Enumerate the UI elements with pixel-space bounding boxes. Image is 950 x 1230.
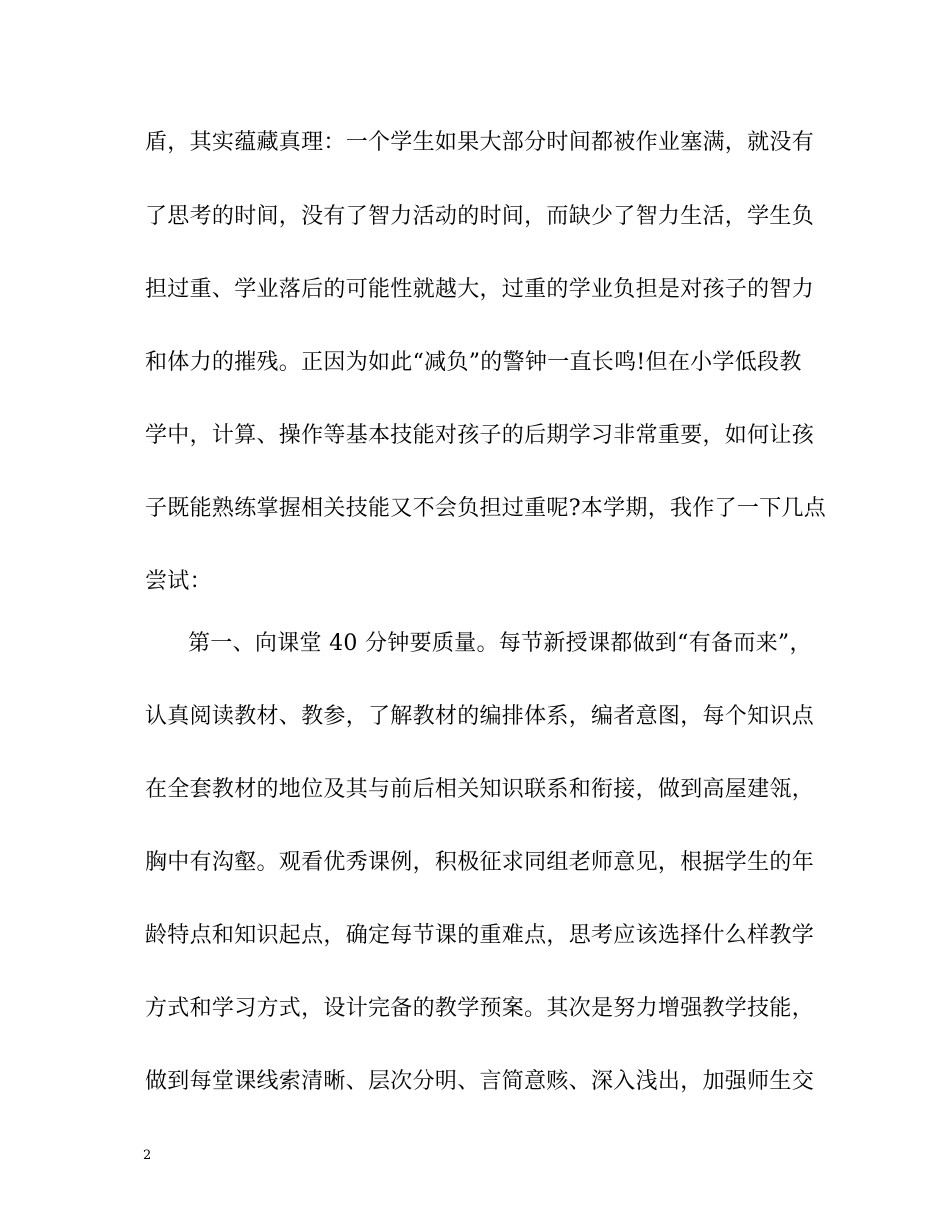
text-line: 子既能熟练掌握相关技能又不会负担过重呢?本学期，我作了一下几点 [145, 496, 827, 521]
text-line: 龄特点和知识起点，确定每节课的重难点，思考应该选择什么样教学 [145, 923, 815, 948]
text-line: 学中，计算、操作等基本技能对孩子的后期学习非常重要，如何让孩 [145, 423, 815, 448]
text-line: 了思考的时间，没有了智力活动的时间，而缺少了智力生活，学生负 [145, 204, 815, 229]
page-number: 2 [143, 1148, 152, 1163]
text-line: 盾，其实蕴藏真理：一个学生如果大部分时间都被作业塞满，就没有 [145, 130, 815, 155]
text-line: 尝试： [145, 569, 212, 594]
text-line: 和体力的摧残。正因为如此“减负”的警钟一直长鸣!但在小学低段教 [145, 350, 802, 375]
text-line: 担过重、学业落后的可能性就越大，过重的学业负担是对孩子的智力 [145, 277, 815, 302]
text-line: 认真阅读教材、教参，了解教材的编排体系，编者意图，每个知识点 [145, 704, 815, 729]
text-line: 在全套教材的地位及其与前后相关知识联系和衔接，做到高屋建瓴， [145, 777, 815, 802]
text-line: 做到每堂课线索清晰、层次分明、言简意赅、深入浅出，加强师生交 [145, 1069, 815, 1094]
text-line: 胸中有沟壑。观看优秀课例，积极征求同组老师意见，根据学生的年 [145, 850, 815, 875]
text-line: 方式和学习方式，设计完备的教学预案。其次是努力增强教学技能， [145, 996, 815, 1021]
paragraph-first-line: 第一、向课堂 40 分钟要质量。每节新授课都做到“有备而来”， [188, 631, 812, 656]
